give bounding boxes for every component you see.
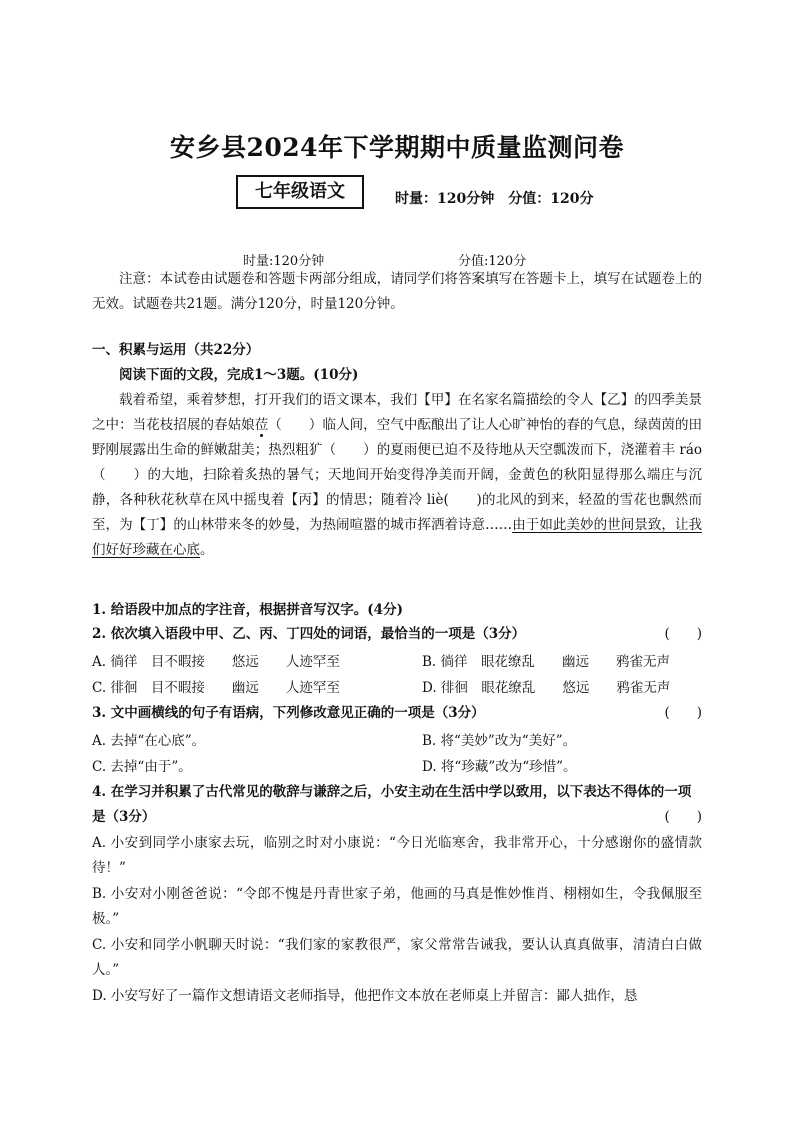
dotted-char: 莅 xyxy=(254,417,269,433)
question-2: 2. 依次填入语段中甲、乙、丙、丁四处的词语，最恰当的一项是（3分） xyxy=(92,626,526,642)
q3-option-c: C. 去掉“由于”。 xyxy=(92,759,192,775)
passage-part-b: （ ）临人间，空气中酝酿出了让人心旷神怡的春的气息，绿茵茵的田野刚展露出生命的鲜嫩甜美；热烈粗犷（ ）的夏雨便已迫不及待地从天空瓢泼而下，浇灌着丰 ráo（ ）的大地，扫除着炙热的暑气；天地间开始变得净美而开阔，金黄色的秋阳显得那么端庄与沉静，各种秋花秋草在风中摇曳着【丙】的情思；随着冷 liè( )的北风的到来，轻盈的雪花也飘然而至，为【丁】的山林带来冬的妙曼，为热闹喧嚣的城市挥洒着诗意…… xyxy=(92,417,703,533)
meta-time: 时量:120分钟 xyxy=(243,254,325,269)
exam-notice: 注意：本试卷由试题卷和答题卡两部分组成，请同学们将答案填写在答题卡上，填写在试题卷上的无效。试题卷共21题。满分120分，时量120分钟。 xyxy=(92,271,702,312)
q3-option-b: B. 将“美妙”改为“美好”。 xyxy=(422,733,577,749)
q4-option-b: B. 小安对小刚爸爸说：“令郎不愧是丹青世家子弟，他画的马真是惟妙惟肖、栩栩如生，令我佩服至极。” xyxy=(92,886,702,927)
question-4: 4. 在学习并积累了古代常见的敬辞与谦辞之后，小安主动在生活中学以致用，以下表达不得体的一项是（3分） xyxy=(92,784,692,825)
q2-option-a: A. 徜徉 目不暇接 悠远 人迹罕至 xyxy=(92,654,340,670)
q4-option-d: D. 小安写好了一篇作文想请语文老师指导，他把作文本放在老师桌上并留言：鄙人拙作，恳 xyxy=(92,988,638,1004)
header-score: 分值：120分 xyxy=(508,191,594,207)
q3-option-d: D. 将“珍藏”改为“珍惜”。 xyxy=(422,759,577,775)
reading-passage xyxy=(92,388,702,563)
section-heading: 一、积累与运用（共22分） xyxy=(92,342,260,358)
header-meta xyxy=(395,188,593,208)
q2-answer-paren: ( ) xyxy=(664,626,702,642)
q3-option-a: A. 去掉“在心底”。 xyxy=(92,733,206,749)
q3-answer-paren: ( ) xyxy=(664,705,702,721)
q4-option-c: C. 小安和同学小帆聊天时说：“我们家的家教很严，家父常常告诫我，要认认真真做事，清清白白做人。” xyxy=(92,937,702,978)
exam-title: 安乡县2024年下学期期中质量监测问卷 xyxy=(169,133,625,162)
passage-end: 。 xyxy=(200,542,214,558)
reading-instruction: 阅读下面的文段，完成1～3题。(10分) xyxy=(119,367,359,383)
underlined-sentence: 由于如此美妙的世间景致，让我们好好珍藏在心底 xyxy=(92,517,703,558)
question-3: 3. 文中画横线的句子有语病，下列修改意见正确的一项是（3分） xyxy=(92,705,485,721)
subject-box: 七年级语文 xyxy=(236,175,364,209)
header-time: 时量：120分钟 xyxy=(395,191,495,207)
passage-part-a: 载着希望，乘着梦想，打开我们的语文课本，我们【甲】在名家名篇描绘的令人【乙】的四季美景之中：当花枝招展的春姑娘 xyxy=(92,392,702,433)
meta-score: 分值:120分 xyxy=(458,254,527,269)
q2-option-c: C. 徘徊 目不暇接 幽远 人迹罕至 xyxy=(92,680,340,696)
q2-option-d: D. 徘徊 眼花缭乱 悠远 鸦雀无声 xyxy=(422,680,671,696)
q4-answer-paren: ( ) xyxy=(664,809,702,825)
q4-option-a: A. 小安到同学小康家去玩，临别之时对小康说：“今日光临寒舍，我非常开心，十分感谢你的盛情款待！” xyxy=(92,835,702,876)
question-1: 1. 给语段中加点的字注音，根据拼音写汉字。(4分) xyxy=(92,602,403,618)
q2-option-b: B. 徜徉 眼花缭乱 幽远 鸦雀无声 xyxy=(422,654,671,670)
